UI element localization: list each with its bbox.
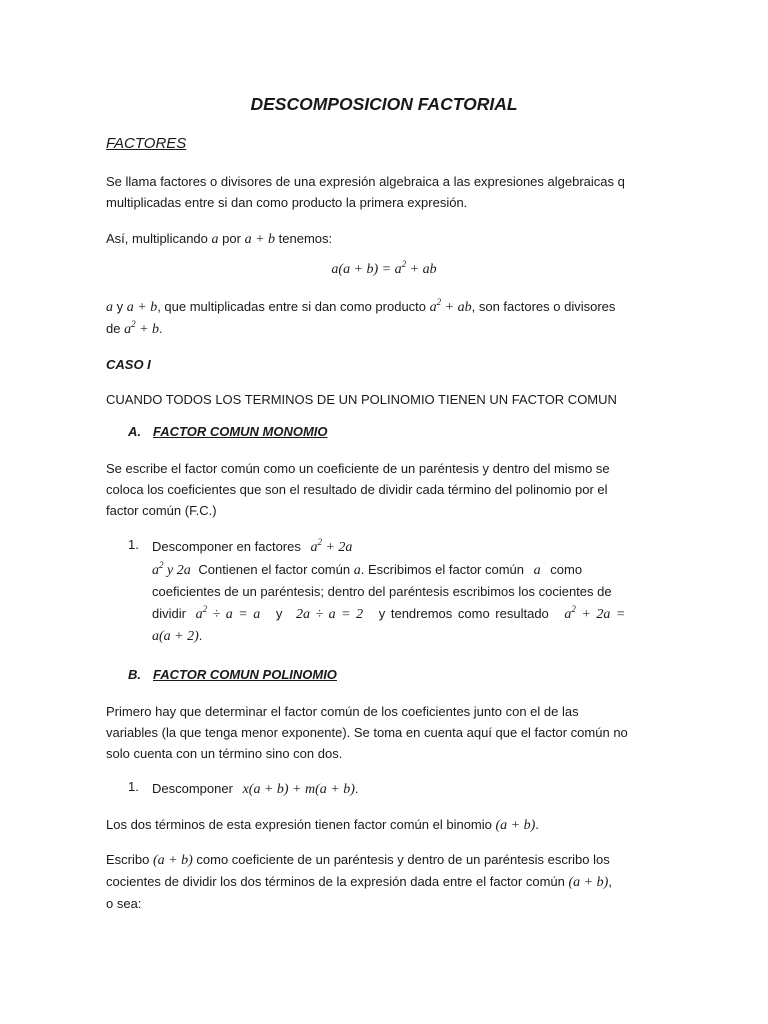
math-a: a — [195, 606, 203, 622]
paragraph-line: solo cuenta con un término sino con dos. — [106, 746, 343, 761]
section-heading-factores: FACTORES — [106, 135, 187, 152]
math-a: a — [564, 606, 572, 622]
math-a: a — [310, 540, 318, 555]
item-number: 1. — [128, 779, 139, 794]
item-line-3: coeficientes de un paréntesis; dentro del paréntesis escribimos los cocientes de — [152, 584, 612, 599]
subsection-label: FACTOR COMUN MONOMIO — [153, 424, 328, 439]
item-head: Descomponer — [152, 781, 233, 796]
item-line-5 — [152, 625, 662, 648]
math-rest: + 2a = — [575, 606, 626, 622]
paragraph-line: Primero hay que determinar el factor común de los coeficientes junto con el de las — [106, 704, 579, 719]
example-conclusion — [106, 296, 662, 340]
period: . — [159, 321, 163, 336]
math-expr: 2a ÷ a = 2 — [295, 606, 364, 622]
subsection-b-heading — [128, 667, 337, 682]
item-head: Descomponer en factores — [152, 539, 301, 554]
math-expr: a(a + 2) — [152, 629, 199, 644]
example-equation — [0, 259, 768, 278]
paragraph-line — [106, 849, 662, 871]
subsection-a-paragraph — [106, 458, 662, 521]
math-var-a: a — [106, 300, 113, 315]
paragraph-text: cocientes de dividir los dos términos de la expresión dada entre el factor común — [106, 874, 565, 889]
math-a: a — [152, 562, 159, 578]
math-a: a — [429, 300, 437, 315]
math-expr-a-plus-b: a + b — [244, 232, 276, 247]
subsection-letter: B. — [128, 667, 141, 682]
item-text: dividir — [152, 605, 186, 621]
subsection-b-paragraph-3 — [106, 849, 662, 914]
caso-heading: CUANDO TODOS LOS TERMINOS DE UN POLINOMIO TIENEN UN FACTOR COMUN — [106, 392, 617, 407]
conclusion-line-2 — [106, 318, 662, 340]
exponent: 2 — [317, 537, 322, 547]
exponent: 2 — [436, 297, 442, 307]
caso-label: CASO I — [106, 357, 151, 372]
math-expr: (a + b) — [495, 818, 536, 833]
item-text: como — [550, 561, 583, 577]
paragraph-text: Los dos términos de esta expresión tienen factor común el binomio — [106, 817, 492, 832]
item-text: y — [275, 605, 283, 621]
math-rest: ÷ a = a — [207, 606, 261, 622]
exponent: 2 — [131, 319, 136, 329]
item-line-2 — [152, 559, 662, 582]
math-rest: y 2a — [163, 562, 191, 578]
math-expr: (a + b) — [152, 853, 193, 868]
paragraph-line — [106, 871, 662, 893]
exponent: 2 — [401, 259, 407, 269]
subsection-a-heading — [128, 424, 328, 439]
item-number: 1. — [128, 537, 139, 552]
math-expr: x(a + b) + m(a + b) — [242, 782, 355, 797]
example-lead-tenemos: tenemos: — [278, 231, 333, 246]
exponent: 2 — [202, 603, 208, 614]
conclusion-line-1 — [106, 296, 662, 318]
period: . — [535, 817, 539, 832]
math-rest: + ab — [441, 300, 472, 315]
equation-lhs: a(a + b) = a — [331, 262, 402, 277]
subsection-label: FACTOR COMUN POLINOMIO — [153, 667, 337, 682]
period: . — [354, 781, 359, 796]
paragraph-line: Se escribe el factor común como un coeficiente de un paréntesis y dentro del mismo se — [106, 461, 610, 476]
math-rest: + 2a — [321, 540, 353, 555]
conclusion-text-2: , son factores o divisores — [471, 299, 616, 314]
intro-paragraph — [106, 171, 662, 213]
subsection-letter: A. — [128, 424, 141, 439]
item-text: . Escribimos el factor común — [360, 561, 525, 577]
paragraph-line: o sea: — [106, 896, 142, 911]
math-expr-a-plus-b: a + b — [126, 300, 158, 315]
paragraph-line: coloca los coeficientes que son el resultado de dividir cada término del polinomio por el — [106, 482, 608, 497]
subsection-a-item — [152, 536, 662, 648]
math-var-a: a — [533, 562, 541, 578]
math-var-a: a — [353, 562, 361, 578]
conclusion-text: , que multiplicadas entre si dan como producto — [157, 299, 427, 314]
example-lead — [106, 228, 662, 250]
period: . — [198, 628, 203, 643]
document-title: DESCOMPOSICION FACTORIAL — [250, 94, 518, 114]
exponent: 2 — [159, 559, 164, 570]
subsection-b-paragraph — [106, 701, 662, 764]
comma: , — [608, 874, 612, 889]
intro-line-2: multiplicadas entre si dan como producto la primera expresión. — [106, 195, 468, 210]
equation-rhs: + ab — [406, 262, 437, 277]
math-expr: (a + b) — [568, 875, 609, 890]
conclusion-y: y — [116, 299, 124, 314]
item-line-1 — [152, 536, 662, 559]
paragraph-line: factor común (F.C.) — [106, 503, 217, 518]
paragraph-line: variables (la que tenga menor exponente). Se toma en cuenta aquí que el factor común no — [106, 725, 628, 740]
math-a: a — [124, 322, 132, 337]
conclusion-de: de — [106, 321, 121, 336]
item-text: Contienen el factor común — [198, 561, 351, 577]
example-lead-por: por — [222, 231, 241, 246]
item-text: y tendremos como resultado — [378, 605, 549, 621]
item-line-4 — [152, 603, 662, 626]
subsection-b-paragraph-2 — [106, 814, 662, 836]
math-var-a: a — [211, 232, 219, 247]
paragraph-text: Escribo — [106, 852, 150, 867]
subsection-b-item — [152, 778, 662, 801]
exponent: 2 — [571, 603, 576, 614]
example-lead-text: Así, multiplicando — [106, 231, 208, 246]
intro-line-1: Se llama factores o divisores de una expresión algebraica a las expresiones algebraicas q — [106, 174, 625, 189]
paragraph-text: como coeficiente de un paréntesis y dentro de un paréntesis escribo los — [196, 852, 610, 867]
math-rest: + b — [135, 322, 160, 337]
